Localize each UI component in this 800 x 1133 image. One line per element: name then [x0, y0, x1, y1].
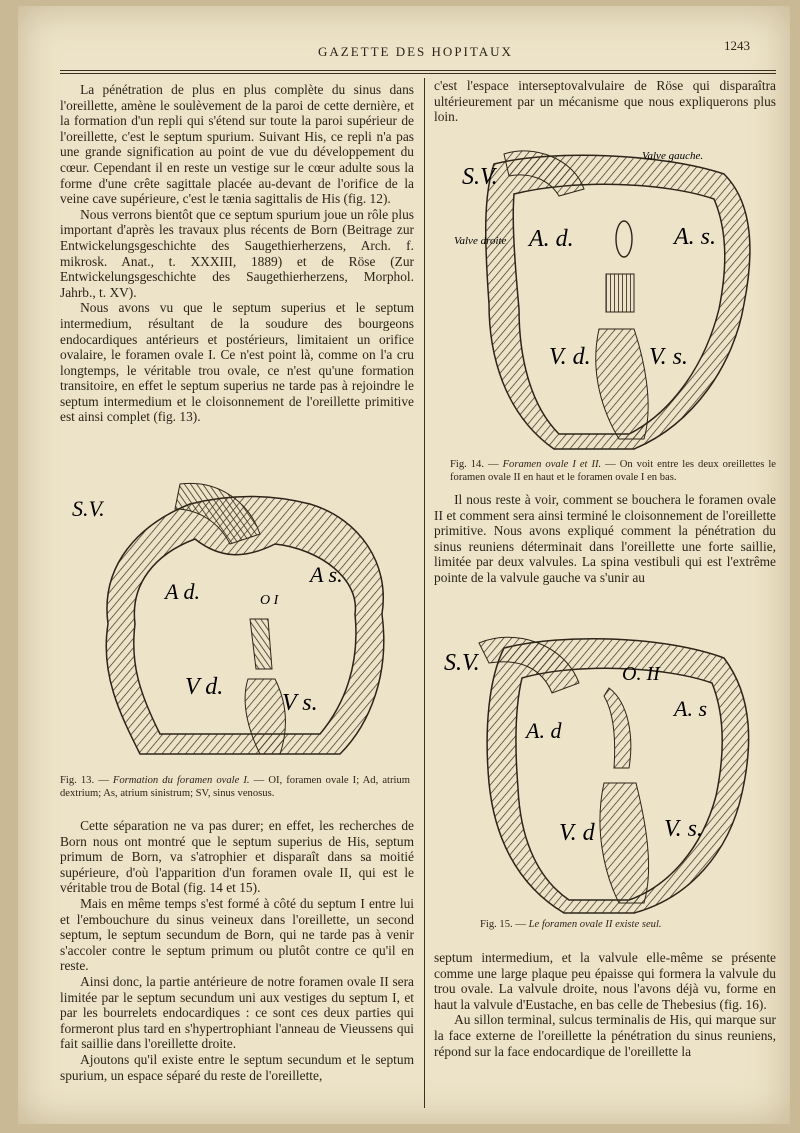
figure-14-illustration [434, 134, 774, 454]
paragraph: Cette séparation ne va pas durer; en effet, les recherches de Born nous ont montré que le septum superius de His, septum primum de Born, va s'atrophier et disparaît dans sa moitié supérieure, d'où l'apparition d'un foramen ovale II, qui est le véritable trou de Botal (fig. 14 et 15). [60, 818, 414, 896]
paragraph: Ainsi donc, la partie antérieure de notre foramen ovale II sera limitée par le septum secundum uni aux vestiges du septum I, et par les bourrelets endocardiques : ce sont ces deux parties qui formeront plus tard en s'hypertrophiant l'anneau de Vieussens qui fait saillie dans l'oreillette droite. [60, 973, 414, 1052]
fig14-label-vd: V. d. [549, 344, 591, 370]
page-number: 1243 [724, 38, 750, 53]
figure-15-caption: Fig. 15. — Le foramen ovale II existe seul. [480, 919, 662, 930]
right-column-top [434, 78, 776, 125]
header-rule [60, 70, 776, 71]
page-header [18, 38, 790, 62]
fig13-label-vd: V d. [185, 674, 224, 700]
figure-13-caption: Fig. 13. — Formation du foramen ovale I. — OI, foramen ovale I; Ad, atrium dextrium; As, atrium sinistrum; SV, sinus venosus. [60, 775, 410, 799]
paragraph: Il nous reste à voir, comment se bouchera le foramen ovale II et comment sera ainsi terminé le cloisonnement de l'oreillette primitive. Nous avons expliqué comment la pénétration du sinus reuniens déterminait dans l'oreillette une forte saillie, limitée par deux valvules. La spina vestibuli qui est l'extrême pointe de la valvule gauche va s'unir au [434, 492, 776, 585]
fig15-label-oii: O. II [622, 663, 660, 685]
fig13-label-ad: A d. [165, 579, 201, 604]
fig13-label-sv: S.V. [72, 496, 105, 521]
paragraph: Ajoutons qu'il existe entre le septum secundum et le septum spurium, un espace séparé du reste de l'oreillette, [60, 1051, 414, 1083]
journal-title: GAZETTE DES HOPITAUX [318, 44, 513, 59]
newspaper-page [18, 6, 790, 1124]
left-column-bottom [60, 818, 414, 1083]
column-divider [424, 78, 425, 1108]
paragraph: c'est l'espace interseptovalvulaire de Röse qui disparaîtra ultérieurement par un mécanisme que nous expliquerons plus loin. [434, 78, 776, 125]
fig13-label-as: A s. [310, 562, 343, 587]
fig14-label-sv: S.V. [462, 164, 498, 190]
header-rule-double [60, 73, 776, 74]
fig14-label-vs: V. s. [649, 344, 688, 370]
fig15-label-sv: S.V. [444, 650, 480, 676]
fig13-label-vs: V s. [282, 690, 318, 716]
paragraph: Nous avons vu que le septum superius et le septum intermedium, résultant de la soudure des bourgeons endocardiques antérieurs et postérieurs, limitaient un orifice ovalaire, le foramen ovale I. Ce n'est point là, comme on l'a cru longtemps, le véritable trou ovale, ce n'est qu'une formation transitoire, en effet le septum superius ne tarde pas à rejoindre le septum intermedium et le cloisonnement de l'oreillette primitive est ainsi complet (fig. 13). [60, 300, 414, 425]
paragraph: Mais en même temps s'est formé à côté du septum I entre lui et l'embouchure du sinus veineux dans l'oreillette, un second septum, le septum secundum de Born, qui ne tarde pas à venir s'accoler contre le septum primum ou plutôt contre ce qu'il en reste. [60, 895, 414, 974]
left-column-top [60, 82, 414, 425]
paragraph: Nous verrons bientôt que ce septum spurium joue un rôle plus important d'après les travaux plus récents de Born (Beitrage zur Entwickelungsgeschichte des Saugethierherzens, Arch. f. mikrosk. Anat., t. XXXIII, 1889) et de Röse (Zur Entwickelungsgeschichte des Saugethierherzens, Morphol. Jahrb., t. XV). [60, 206, 414, 300]
fig15-label-as: A. s [674, 696, 707, 721]
paragraph: La pénétration de plus en plus complète du sinus dans l'oreillette, amène le soulèvement de la paroi de cette dernière, et la formation d'un repli qui s'étend sur toute la paroi supérieur de l'oreillette, c'est le septum spurium. Suivant His, ce repli n'a pas une grande signification au point de vue du développement du cœur. Cependant il en reste un vestige sur le cœur adulte sous la forme d'une crête sagittale placée au-devant de l'orifice de la veine cave supérieure, c'est le tænia sagittalis de His (fig. 12). [60, 82, 414, 207]
fig15-label-ad: A. d [526, 718, 562, 743]
fig14-label-valve-gauche: Valve gauche. [642, 150, 704, 162]
fig15-label-vd: V. d [559, 820, 595, 846]
figure-15-illustration [434, 618, 774, 918]
right-column-middle [434, 492, 776, 586]
fig14-label-valve-droite: Valve droite [454, 235, 507, 247]
figure-13-illustration [60, 464, 410, 764]
paragraph: Au sillon terminal, sulcus terminalis de His, qui marque sur la face externe de l'oreillette la pénétration du sinus reuniens, répond sur la face endocardique de l'oreillette la [434, 1012, 776, 1059]
fig14-label-as: A. s. [674, 224, 716, 250]
fig14-label-ad: A. d. [529, 226, 574, 252]
fig15-label-vs: V. s. [664, 816, 703, 842]
right-column-bottom [434, 950, 776, 1059]
paragraph: septum intermedium, et la valvule elle-même se présente comme une large plaque peu épaisse qui formera la valvule du trou ovale. La valvule droite, nous l'avons déjà vu, forme en haut la valvule d'Eustache, en bas celle de Thebesius (fig. 16). [434, 950, 776, 1012]
fig13-label-oi: O I [260, 593, 279, 608]
figure-14-caption: Fig. 14. — Foramen ovale I et II. — On voit entre les deux oreillettes le foramen ovale II en haut et le foramen ovale I en bas. [450, 459, 776, 483]
